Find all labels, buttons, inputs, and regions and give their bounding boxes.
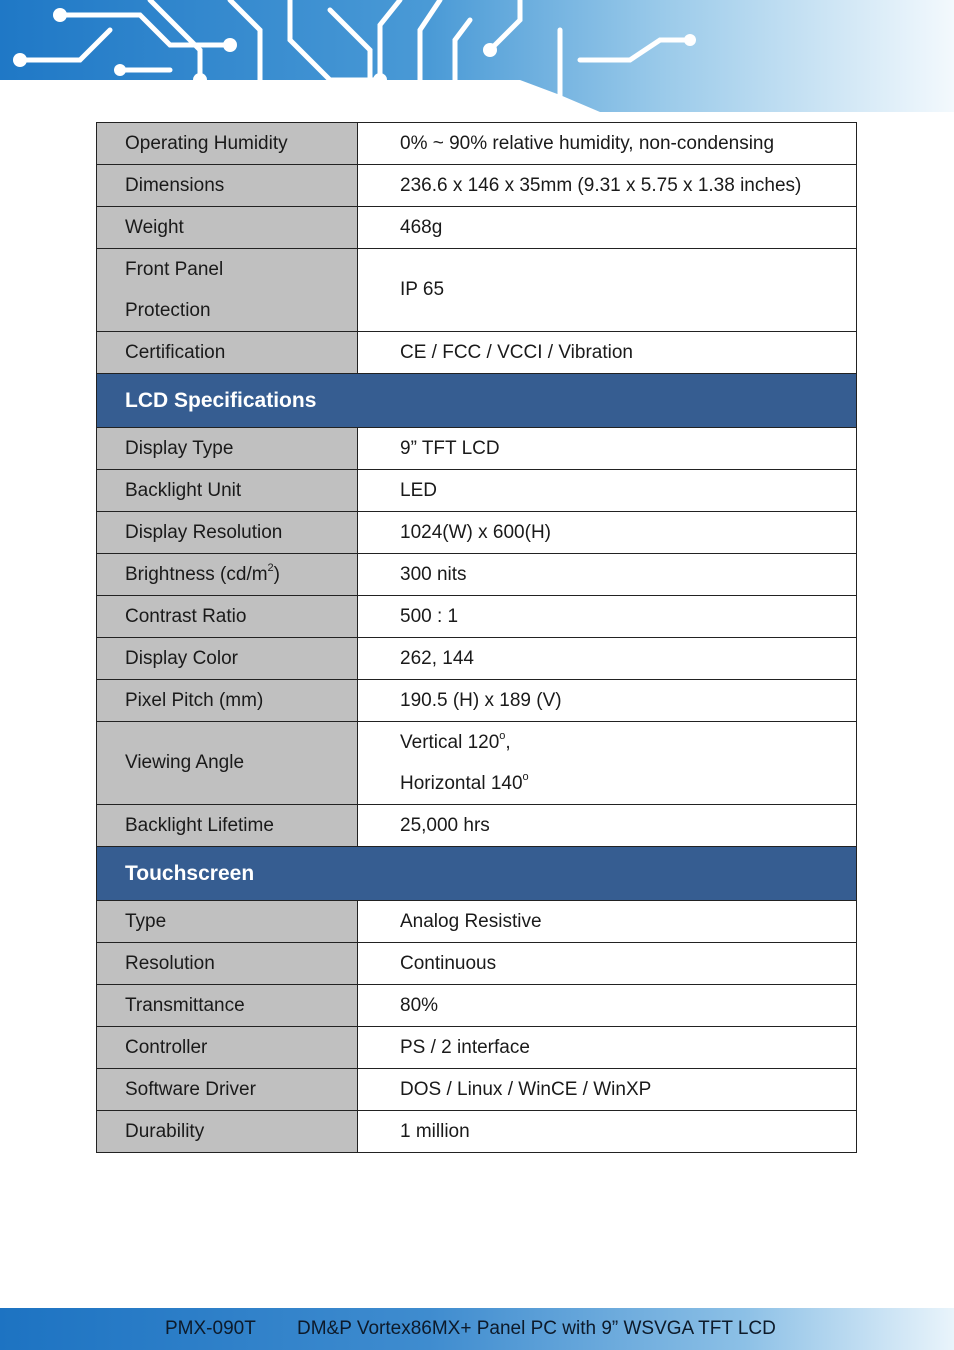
table-row (97, 1069, 857, 1111)
spec-value: Analog Resistive (358, 901, 857, 943)
superscript: 2 (267, 561, 274, 574)
table-row (97, 985, 857, 1027)
spec-value: 80% (358, 985, 857, 1027)
degree-superscript: o (499, 730, 506, 742)
table-row (97, 165, 857, 207)
table-row (97, 722, 857, 805)
spec-value: 1 million (358, 1111, 857, 1153)
section-header-row (97, 847, 857, 901)
spec-value-line (400, 763, 856, 804)
table-row (97, 207, 857, 249)
section-header-row (97, 374, 857, 428)
spec-label: Display Type (97, 428, 358, 470)
spec-label: Pixel Pitch (mm) (97, 680, 358, 722)
spec-value: 500 : 1 (358, 596, 857, 638)
spec-value: 1024(W) x 600(H) (358, 512, 857, 554)
page-footer (0, 1308, 954, 1350)
spec-value: 300 nits (358, 554, 857, 596)
circuit-board-graphic (0, 0, 954, 112)
spec-label: Controller (97, 1027, 358, 1069)
footer-model: PMX-090T (165, 1318, 256, 1339)
spec-value: DOS / Linux / WinCE / WinXP (358, 1069, 857, 1111)
spec-value: 468g (358, 207, 857, 249)
spec-label: Type (97, 901, 358, 943)
spec-value: 25,000 hrs (358, 805, 857, 847)
header-banner (0, 0, 954, 112)
table-row (97, 680, 857, 722)
spec-label: Operating Humidity (97, 123, 358, 165)
table-row (97, 249, 857, 332)
section-title-lcd: LCD Specifications (97, 374, 857, 428)
spec-label: Durability (97, 1111, 358, 1153)
table-row (97, 512, 857, 554)
table-row (97, 1027, 857, 1069)
spec-label-line: Front Panel (125, 259, 224, 280)
table-row (97, 470, 857, 512)
spec-label: Display Color (97, 638, 358, 680)
spec-value: 262, 144 (358, 638, 857, 680)
table-row (97, 428, 857, 470)
table-row (97, 1111, 857, 1153)
footer-description: DM&P Vortex86MX+ Panel PC with 9” WSVGA TFT LCD (297, 1318, 776, 1339)
spec-label: Backlight Lifetime (97, 805, 358, 847)
spec-label (97, 554, 358, 596)
spec-label: Transmittance (97, 985, 358, 1027)
spec-label: Viewing Angle (97, 722, 358, 805)
table-row (97, 638, 857, 680)
spec-label: Contrast Ratio (97, 596, 358, 638)
table-row (97, 596, 857, 638)
spec-label-line: Protection (125, 300, 211, 321)
spec-value: PS / 2 interface (358, 1027, 857, 1069)
spec-value: 190.5 (H) x 189 (V) (358, 680, 857, 722)
spec-label-text: Brightness (cd/m (125, 563, 268, 585)
spec-value: 9” TFT LCD (358, 428, 857, 470)
spec-label: Weight (97, 207, 358, 249)
spec-value: CE / FCC / VCCI / Vibration (358, 332, 857, 374)
spec-label (97, 249, 358, 332)
spec-label: Dimensions (97, 165, 358, 207)
spec-value: Continuous (358, 943, 857, 985)
table-row (97, 805, 857, 847)
section-title-touchscreen: Touchscreen (97, 847, 857, 901)
spec-label: Certification (97, 332, 358, 374)
spec-value: 236.6 x 146 x 35mm (9.31 x 5.75 x 1.38 inches) (358, 165, 857, 207)
spec-value: LED (358, 470, 857, 512)
table-row (97, 123, 857, 165)
specifications-table (96, 122, 857, 1153)
spec-value-text: , (505, 732, 511, 753)
table-row (97, 943, 857, 985)
table-row (97, 901, 857, 943)
spec-value (358, 722, 857, 805)
table-row (97, 554, 857, 596)
spec-value-text: Vertical 120 (400, 732, 500, 753)
spec-value: IP 65 (358, 249, 857, 332)
spec-label: Backlight Unit (97, 470, 358, 512)
spec-value-line (400, 722, 856, 763)
spec-label: Display Resolution (97, 512, 358, 554)
table-row (97, 332, 857, 374)
spec-label: Resolution (97, 943, 358, 985)
spec-value-text: Horizontal 140 (400, 773, 523, 794)
degree-superscript: o (522, 771, 529, 783)
spec-label-text: ) (273, 563, 280, 585)
spec-label: Software Driver (97, 1069, 358, 1111)
spec-value: 0% ~ 90% relative humidity, non-condensing (358, 123, 857, 165)
